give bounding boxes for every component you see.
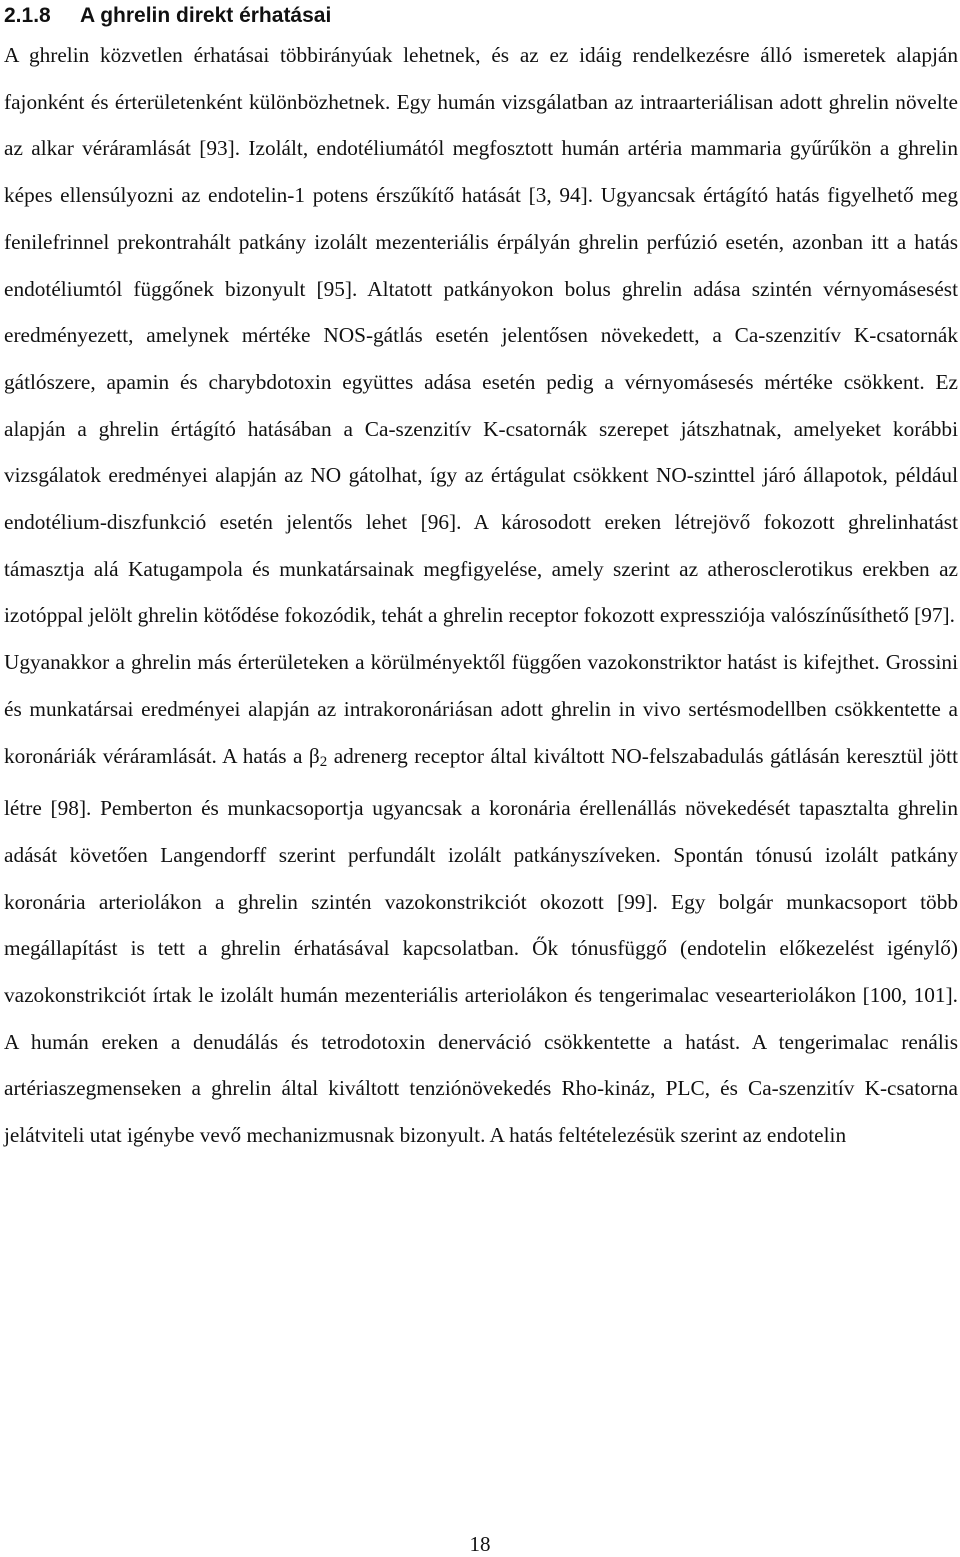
section-title: A ghrelin direkt érhatásai	[80, 4, 332, 27]
page-number: 18	[469, 1532, 491, 1556]
paragraph-2-part-a: Ugyanakkor a ghrelin más érterületeken a körülményektől függően vazokonstriktor hatást is kifejthet. Grossini és munkatársai eredményei alapján az intrakoronáriásan adott ghrelin in vivo sertésmodellben csökkentette a koronáriák véráramlását. A hatás a β	[4, 650, 958, 768]
section-number: 2.1.8	[4, 4, 51, 27]
section-heading	[4, 0, 958, 32]
paragraph-2-part-b: adrenerg receptor által kiváltott NO-felszabadulás gátlásán keresztül jött létre [98]. Pemberton és munkacsoportja ugyancsak a koronária érellenállás növekedését tapasztalta ghrelin adását követően Langendorff szerint perfundált izolált patkányszíveken. Spontán tónusú izolált patkány koronária arteriolákon a ghrelin szintén vazokonstrikciót okozott [99]. Egy bolgár munkacsoport több megállapítást is tett a ghrelin érhatásával kapcsolatban. Ők tónusfüggő (endotelin előkezelést igénylő) vazokonstrikciót írtak le izolált humán mezenteriális arteriolákon és tengerimalac vesearteriolákon [100, 101]. A humán ereken a denudálás és tetrodotoxin denerváció csökkentette a hatást. A tengerimalac renális artériaszegmenseken a ghrelin által kiváltott tenziónövekedés Rho-kináz, PLC, és Ca-szenzitív K-csatorna jelátviteli utat igénybe vevő mechanizmusnak bizonyult. A hatás feltételezésük szerint az endotelin	[4, 743, 958, 1148]
paragraph-1: A ghrelin közvetlen érhatásai többirányúak lehetnek, és az ez idáig rendelkezésre álló ismeretek alapján fajonként és érterületenként különbözhetnek. Egy humán vizsgálatban az intraarteriálisan adott ghrelin növelte az alkar véráramlását [93]. Izolált, endotéliumától megfosztott humán artéria mammaria gyűrűkön a ghrelin képes ellensúlyozni az endotelin-1 potens érszűkítő hatását [3, 94]. Ugyancsak értágító hatás figyelhető meg fenilefrinnel prekontrahált patkány izolált mezenteriális érpályán ghrelin perfúzió esetén, azonban itt a hatás endotéliumtól függőnek bizonyult [95]. Altatott patkányokon bolus ghrelin adása szintén vérnyomásesést eredményezett, amelynek mértéke NOS-gátlás esetén jelentősen növekedett, a Ca-szenzitív K-csatornák gátlószere, apamin és charybdotoxin együttes adása esetén pedig a vérnyomásesés mértéke csökkent. Ez alapján a ghrelin értágító hatásában a Ca-szenzitív K-csatornák szerepet játszhatnak, amelyeket korábbi vizsgálatok eredményei alapján az NO gátolhat, így az értágulat csökkent NO-szinttel járó állapotok, például endotélium-diszfunkció esetén jelentős lehet [96]. A károsodott ereken létrejövő fokozott ghrelinhatást támasztja alá Katugampola és munkatársainak megfigyelése, amely szerint az atherosclerotikus erekben az izotóppal jelölt ghrelin kötődése fokozódik, tehát a ghrelin receptor fokozott expressziója valószínűsíthető [97].	[4, 43, 958, 628]
beta-subscript: 2	[319, 753, 328, 770]
document-page	[4, 0, 958, 1159]
paragraph-2	[4, 639, 958, 1159]
